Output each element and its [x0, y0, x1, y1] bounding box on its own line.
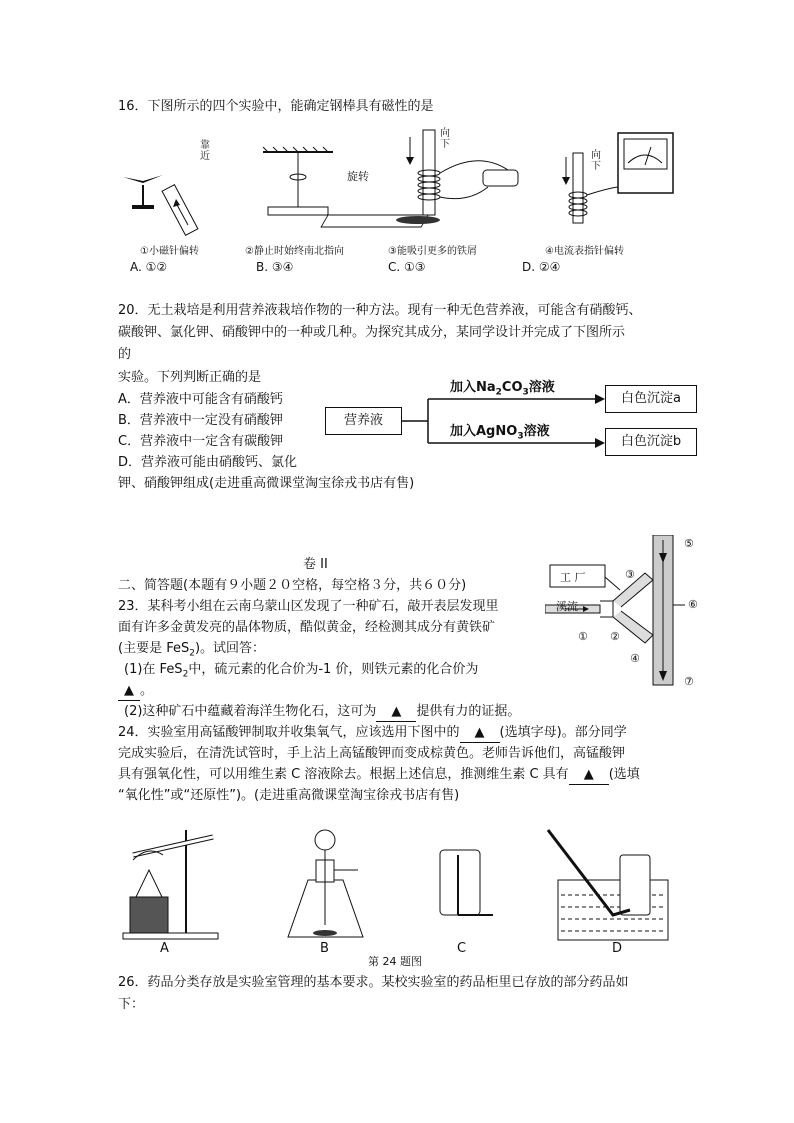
apparatus-d	[548, 830, 668, 940]
q23-num-6: ⑥	[688, 598, 698, 611]
hanging-bar-apparatus	[263, 147, 333, 215]
q16-caption-4: ④电流表指针偏转	[545, 246, 624, 257]
q23-num-3: ③	[625, 568, 635, 581]
q16-label-near: 靠近	[200, 140, 210, 162]
q20-stem-line3: 的	[118, 347, 132, 362]
q16-option-d: D. ②④	[522, 260, 561, 274]
q26-line1: 26．药品分类存放是实验室管理的基本要求。某校实验室的药品柜里已存放的部分药品如	[118, 975, 629, 990]
q23-num-5: ⑤	[684, 537, 694, 550]
q23-line1: 23．某科考小组在云南乌蒙山区发现了一种矿石，敲开表层发现里	[118, 599, 499, 614]
q24-line2: 完成实验后，在清洗试管时，手上沾上高锰酸钾而变成棕黄色。老师告诉他们，高锰酸钾	[118, 746, 626, 761]
q16-option-a: A. ①②	[130, 260, 168, 274]
q23-factory-label: 工 厂	[560, 571, 586, 584]
apparatus-a	[123, 830, 218, 939]
q24-line4: “氧化性”或“还原性”)。(走进重高微课堂淘宝徐戎书店有售)	[118, 788, 460, 803]
q23-line2: 面有许多金黄发亮的晶体物质，酷似黄金，经检测其成分有黄铁矿	[118, 620, 496, 635]
q24-label-d: D	[612, 941, 623, 956]
q20-stem-line4: 实验。下列判断正确的是	[118, 370, 262, 385]
q16-stem: 16．下图所示的四个实验中，能确定钢棒具有磁性的是	[118, 99, 434, 114]
q26-line2: 下：	[118, 997, 145, 1012]
compass-apparatus	[123, 175, 198, 235]
q23-stream-label: 溪流	[556, 600, 578, 613]
q24-label-b: B	[320, 941, 329, 956]
q20-option-a: A．营养液中可能含有硝酸钙	[118, 392, 283, 407]
q23-num-7: ⑦	[684, 675, 694, 688]
q20-option-c: C．营养液中一定含有碳酸钾	[118, 434, 284, 449]
q24-label-a: A	[160, 941, 169, 956]
q23-num-2: ②	[610, 630, 620, 643]
q20-stem-line2: 碳酸钾、氯化钾、硝酸钾中的一种或几种。为探究其成分，某同学设计并完成了下图所示	[118, 325, 626, 340]
apparatus-b	[288, 830, 363, 937]
q16-label-down2: 向下	[591, 150, 601, 172]
q23-part2: (2)这种矿石中蕴藏着海洋生物化石，这可为 ▲ 提供有力的证据。	[124, 703, 520, 722]
q20-arrow1-label: 加入$Na_2CO_3$溶液	[450, 380, 555, 398]
q16-option-b: B. ③④	[256, 260, 294, 274]
q16-label-rotate: 旋转	[347, 170, 369, 183]
q16-caption-1: ①小磁针偏转	[140, 246, 199, 257]
q16-caption-3: ③能吸引更多的铁屑	[388, 246, 477, 257]
q16-label-down1: 向下	[440, 128, 450, 150]
q20-result-a: 白色沉淀a	[605, 385, 697, 413]
q23-num-1: ①	[578, 630, 588, 643]
q16-caption-2: ②静止时始终南北指向	[245, 246, 344, 257]
apparatus-c	[440, 850, 493, 915]
q20-option-d: D．营养液可能由硝酸钙、氯化	[118, 455, 298, 470]
q16-option-c: C. ①③	[388, 260, 426, 274]
q20-arrow2-label: 加入AgNO$_3$溶液	[450, 424, 550, 442]
q23-part1: (1)在 FeS$_2$中，硫元素的化合价为-1 价，则铁元素的化合价为	[124, 662, 479, 680]
q24-line1: 24．实验室用高锰酸钾制取并收集氧气，应该选用下图中的 ▲ (选填字母)。部分同学	[118, 724, 627, 743]
q23-line3: (主要是 FeS$_2$)。试回答：	[118, 641, 266, 659]
q24-fig-caption: 第 24 题图	[368, 955, 422, 968]
coil-ammeter-apparatus	[562, 133, 673, 223]
section-heading: 二、简答题(本题有９小题２０空格，每空格３分，共６０分)	[118, 578, 467, 593]
q20-tail: 钾、硝酸钾组成(走进重高微课堂淘宝徐戎书店有售)	[118, 476, 415, 491]
q24-apparatus-figure	[118, 815, 678, 955]
q20-result-b: 白色沉淀b	[605, 428, 697, 456]
q20-option-b: B．营养液中一定没有硝酸钾	[118, 413, 283, 428]
q23-part1-answer: ▲ 。	[118, 682, 153, 701]
q20-source-box: 营养液	[325, 407, 402, 435]
q20-stem-line1: 20．无土栽培是利用营养液栽培作物的一种方法。现有一种无色营养液，可能含有硝酸钙、	[118, 303, 642, 318]
section-title: 卷 II	[303, 557, 328, 572]
q23-num-4: ④	[630, 652, 640, 665]
q24-label-c: C	[457, 941, 467, 956]
q24-line3: 具有强氧化性，可以用维生素 C 溶液除去。根据上述信息，推测维生素 C 具有 ▲ (选填	[118, 766, 640, 785]
